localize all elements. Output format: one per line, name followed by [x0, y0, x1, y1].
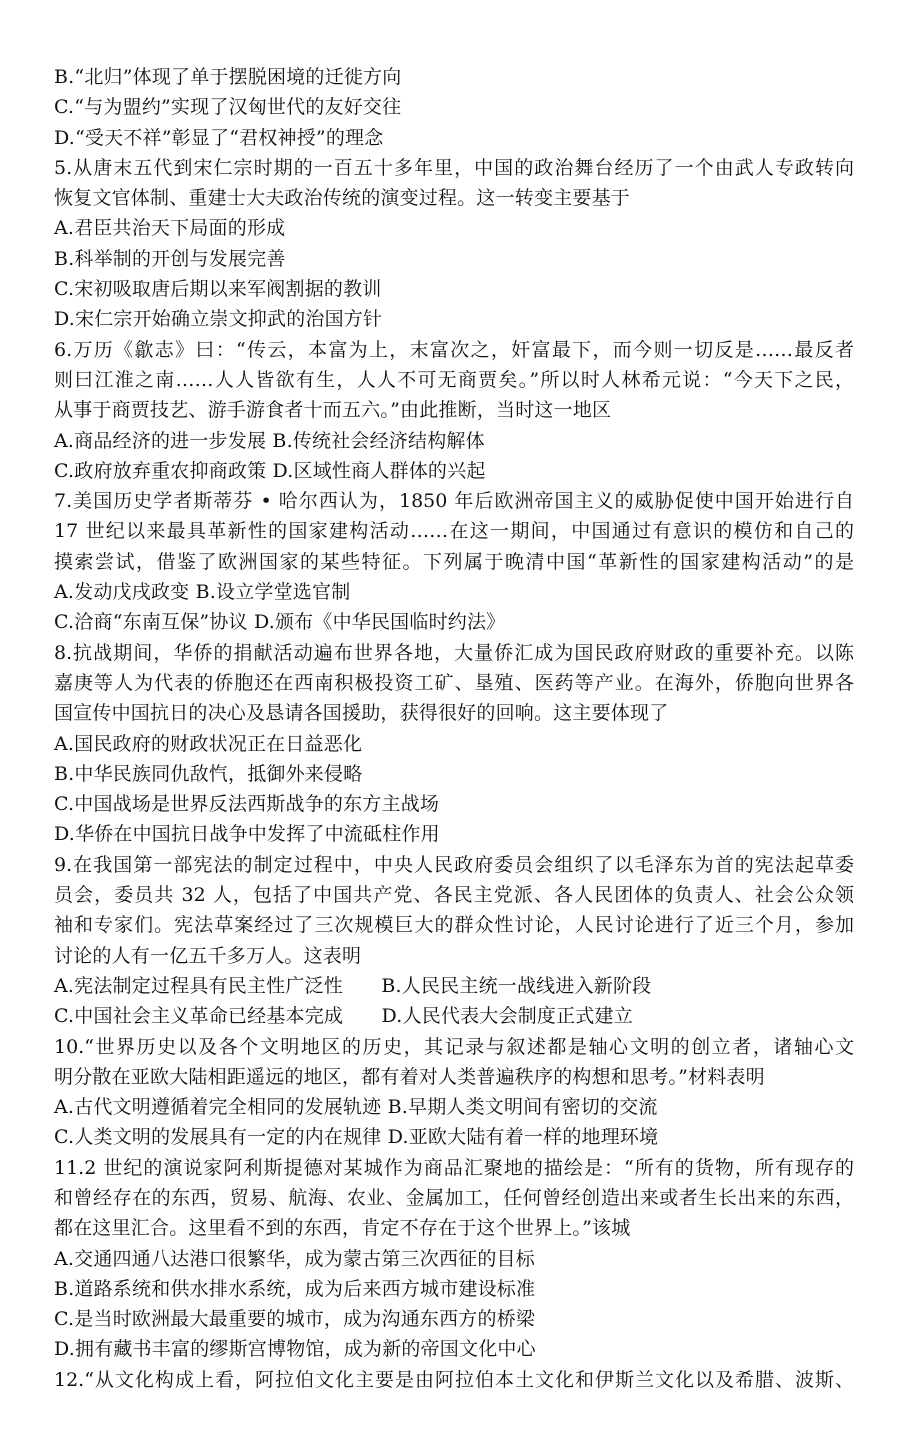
question-text-line: 7.美国历史学者斯蒂芬 • 哈尔西认为，1850 年后欧洲帝国主义的威胁促使中国开始进行自: [54, 490, 854, 513]
answer-option-line: C.“与为盟约”实现了汉匈世代的友好交往: [54, 96, 402, 119]
answer-option-line: C.政府放弃重农抑商政策 D.区域性商人群体的兴起: [54, 459, 486, 482]
question-text-line: 和曾经存在的东西，贸易、航海、农业、金属加工，任何曾经创造出来或者生长出来的东西，: [54, 1186, 854, 1209]
answer-option-line: A.商品经济的进一步发展 B.传统社会经济结构解体: [54, 429, 485, 452]
answer-option-line: C.中国战场是世界反法西斯战争的东方主战场: [54, 793, 440, 816]
question-text-line: 10.“世界历史以及各个文明地区的历史，其记录与叙述都是轴心文明的创立者，诸轴心文: [54, 1035, 854, 1058]
answer-option-line: A.古代文明遵循着完全相同的发展轨迹 B.早期人类文明间有密切的交流: [54, 1096, 658, 1119]
question-text-line: 5.从唐末五代到宋仁宗时期的一百五十多年里，中国的政治舞台经历了一个由武人专政转向: [54, 156, 854, 179]
question-text-line: 9.在我国第一部宪法的制定过程中，中央人民政府委员会组织了以毛泽东为首的宪法起草委: [54, 853, 854, 876]
answer-option-line: C.是当时欧洲最大最重要的城市，成为沟通东西方的桥梁: [54, 1308, 536, 1331]
answer-option-line: C.宋初吸取唐后期以来军阀割据的教训: [54, 278, 382, 301]
question-text-line: 恢复文官体制、重建士大夫政治传统的演变过程。这一转变主要基于: [54, 187, 631, 210]
answer-option-line: A.发动戊戌政变 B.设立学堂选官制: [54, 581, 351, 604]
question-text-line: 员会，委员共 32 人，包括了中国共产党、各民主党派、各人民团体的负责人、社会公众领: [54, 884, 854, 907]
question-text-line: 8.抗战期间，华侨的捐献活动遍布世界各地，大量侨汇成为国民政府财政的重要补充。以陈: [54, 641, 854, 664]
answer-option-line: C.人类文明的发展具有一定的内在规律 D.亚欧大陆有着一样的地理环境: [54, 1126, 659, 1149]
question-text-line: 国宣传中国抗日的决心及恳请各国援助，获得很好的回响。这主要体现了: [54, 702, 669, 725]
question-text-line: 都在这里汇合。这里看不到的东西，肯定不存在于这个世界上。”该城: [54, 1217, 631, 1240]
answer-option-line: D.“受天不祥”彰显了“君权神授”的理念: [54, 126, 384, 149]
answer-option-line: B.道路系统和供水排水系统，成为后来西方城市建设标准: [54, 1277, 536, 1300]
question-text-line: 11.2 世纪的演说家阿利斯提德对某城作为商品汇聚地的描绘是：“所有的货物，所有现存的: [54, 1156, 854, 1179]
question-text-line: 摸索尝试，借鉴了欧洲国家的某些特征。下列属于晚清中国“革新性的国家建构活动”的是: [54, 550, 854, 573]
answer-option-line: B.“北归”体现了单于摆脱困境的迁徙方向: [54, 66, 402, 88]
answer-option-line: D.华侨在中国抗日战争中发挥了中流砥柱作用: [54, 823, 440, 846]
answer-option-line: B.科举制的开创与发展完善: [54, 247, 286, 270]
question-text-line: 12.“从文化构成上看，阿拉伯文化主要是由阿拉伯本土文化和伊斯兰文化以及希腊、波斯、: [54, 1368, 854, 1391]
answer-option-line: C.洽商“东南互保”协议 D.颁布《中华民国临时约法》: [54, 611, 506, 634]
question-text-line: 讨论的人有一亿五千多万人。这表明: [54, 944, 362, 967]
answer-option-line: A.国民政府的财政状况正在日益恶化: [54, 732, 363, 755]
answer-option-line: D.宋仁宗开始确立崇文抑武的治国方针: [54, 308, 383, 331]
answer-option-line: C.中国社会主义革命已经基本完成 D.人民代表大会制度正式建立: [54, 1005, 633, 1028]
question-text-line: 明分散在亚欧大陆相距遥远的地区，都有着对人类普遍秩序的构想和思考。”材料表明: [54, 1065, 765, 1088]
question-text-line: 17 世纪以来最具革新性的国家建构活动……在这一期间，中国通过有意识的模仿和自己的: [54, 520, 854, 543]
question-text-line: 6.万历《歙志》曰：“传云，本富为上，末富次之，奸富最下，而今则一切反是……最反者: [54, 338, 854, 361]
answer-option-line: D.拥有藏书丰富的缪斯宫博物馆，成为新的帝国文化中心: [54, 1338, 536, 1361]
question-text-line: 嘉庚等人为代表的侨胞还在西南积极投资工矿、垦殖、医药等产业。在海外，侨胞向世界各: [54, 671, 854, 694]
exam-page: [54, 62, 854, 1395]
answer-option-line: B.中华民族同仇敌忾，抵御外来侵略: [54, 762, 363, 785]
answer-option-line: A.交通四通八达港口很繁华，成为蒙古第三次西征的目标: [54, 1247, 535, 1270]
answer-option-line: A.君臣共治天下局面的形成: [54, 217, 286, 240]
answer-option-line: A.宪法制定过程具有民主性广泛性 B.人民民主统一战线进入新阶段: [54, 974, 652, 997]
question-text-line: 从事于商贾技艺、游手游食者十而五六。”由此推断，当时这一地区: [54, 399, 612, 422]
question-text-line: 袖和专家们。宪法草案经过了三次规模巨大的群众性讨论，人民讨论进行了近三个月，参加: [54, 914, 854, 937]
question-text-line: 则曰江淮之南……人人皆欲有生，人人不可无商贾矣。”所以时人林希元说：“今天下之民，: [54, 368, 854, 391]
